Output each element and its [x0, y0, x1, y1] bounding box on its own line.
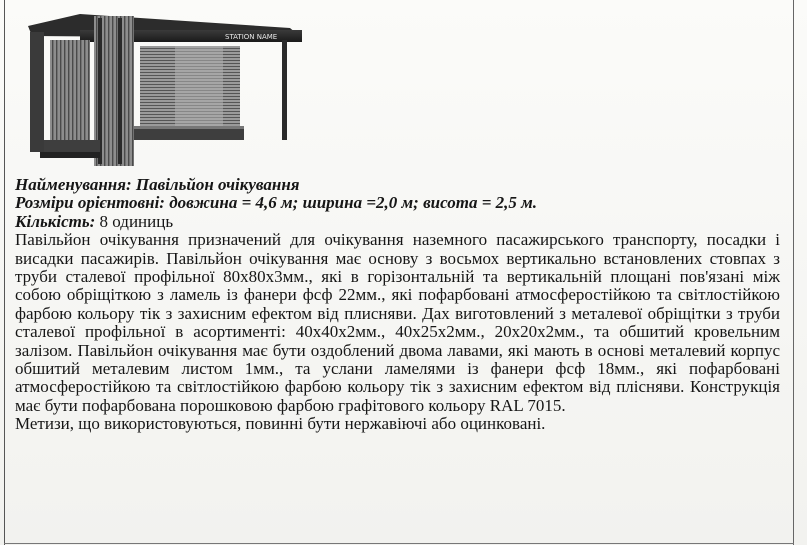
quantity-line: [15, 213, 780, 231]
frame-bottom-border: [4, 543, 794, 544]
quantity-label: Кількість:: [15, 211, 96, 231]
name-line: Найменування: Павільйон очікування: [15, 175, 300, 194]
quantity-value: 8 одиниць: [95, 211, 174, 231]
station-sign: STATION NAME: [225, 33, 278, 41]
size-line: Розміри орієнтовні: довжина = 4,6 м; ширина =2,0 м; висота = 2,5 м.: [15, 193, 538, 213]
fasteners-line: Метизи, що використовуються, повинні бути нержавіючі або оцинковані.: [15, 414, 546, 434]
specification-text: [15, 176, 780, 434]
pavilion-illustration: [20, 6, 310, 171]
frame-right-border: [793, 0, 794, 545]
frame-left-border: [4, 0, 5, 545]
description-paragraph: Павільйон очікування призначений для очікування наземного пасажирського транспорту, посадки і висадки пасажирів. Павільйон очікування має основу з восьмох вертикально встановлених стовпах з труби сталевої профільної 80х80х3мм., які в горізонтальній та вертикальній площані пов'язані між собою обріщіткою з ламель із фанери фсф 22мм., які пофарбовані атмосферостійкою та світлостійкою фарбою кольору тік з захисним ефектом від плисняви. Дах виготовлений з металевої обріщітки з труби сталевої профільної в асортименті: 40х40х2мм., 40х25х2мм., 20х20х2мм., та обшитий кровельним залізом. Павільйон очікування має бути оздоблений двома лавами, які мають в основі металевий корпус обшитий металевим листом 1мм., та услани ламелями із фанери фсф 18мм., які пофарбовані атмосферостійкою та світлостійкою фарбою кольору тік з захисним ефектом від плісняви. Конструкція має бути пофарбована порошковою фарбою графітового кольору RAL 7015.: [15, 230, 780, 415]
